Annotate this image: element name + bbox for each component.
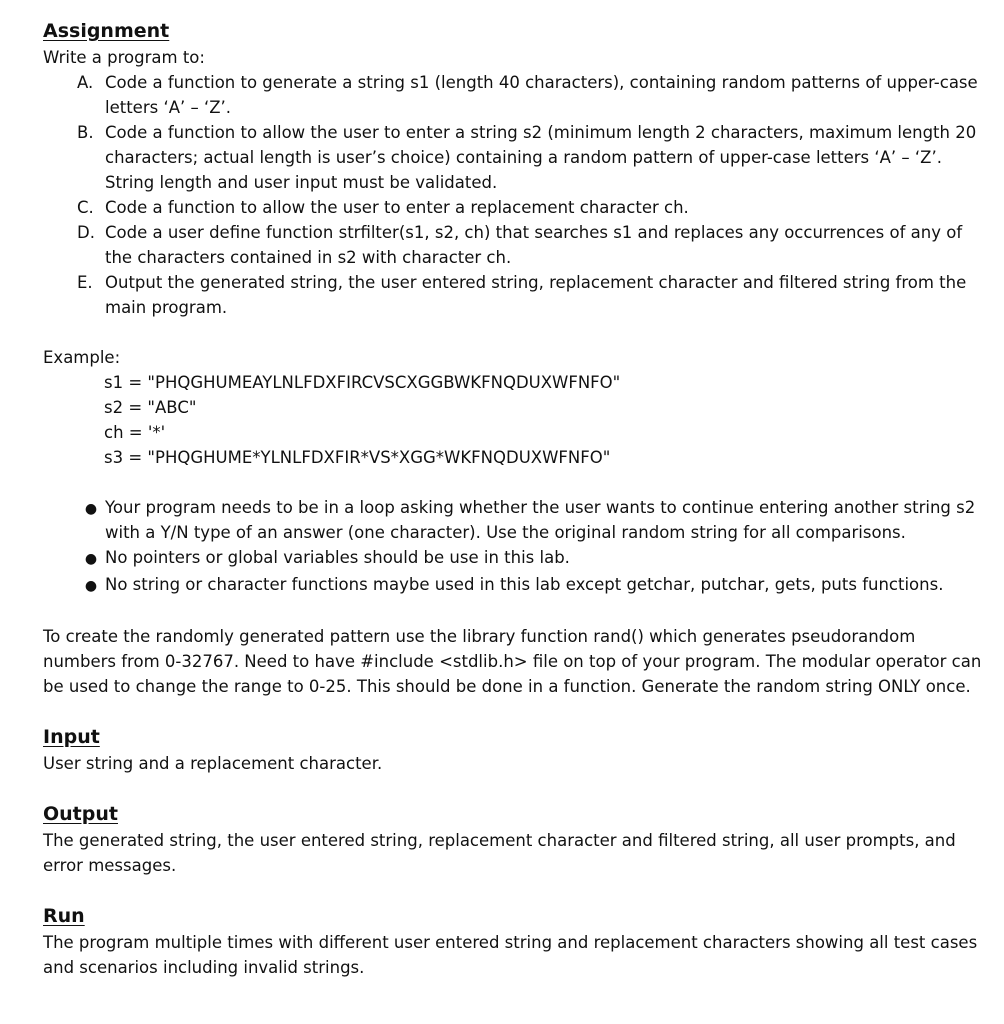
list-item <box>43 545 988 572</box>
list-marker: C. <box>77 198 94 217</box>
assignment-heading: Assignment <box>43 20 170 42</box>
requirements-list <box>43 70 988 320</box>
assignment-document <box>43 18 988 980</box>
list-item <box>43 195 988 220</box>
list-item <box>43 120 988 195</box>
output-text: The generated string, the user entered string, replacement character and filtered string, all user prompts, and error messages. <box>43 831 956 875</box>
example-label: Example: <box>43 348 121 367</box>
list-marker: D. <box>77 223 95 242</box>
example-line: s1 = "PHQGHUMEAYLNLFDXFIRCVSCXGGBWKFNQDUXWFNFO" <box>104 373 621 392</box>
example-lines <box>104 370 988 470</box>
output-heading: Output <box>43 803 118 825</box>
list-item <box>43 70 988 120</box>
input-text: User string and a replacement character. <box>43 754 383 773</box>
example-line: s2 = "ABC" <box>104 398 197 417</box>
example-line: s3 = "PHQGHUME*YLNLFDXFIR*VS*XGG*WKFNQDUXWFNFO" <box>104 448 611 467</box>
list-item-text: Code a function to allow the user to enter a replacement character ch. <box>105 198 689 217</box>
list-item-text: Code a function to generate a string s1 (length 40 characters), containing random patterns of upper-case letters ‘A’ – ‘Z’. <box>105 73 978 117</box>
list-item <box>43 495 988 545</box>
example-block <box>43 345 988 470</box>
list-item <box>43 270 988 320</box>
bullet-icon: ● <box>84 501 98 517</box>
input-heading: Input <box>43 726 100 748</box>
random-generation-note: To create the randomly generated pattern use the library function rand() which generates pseudorandom numbers from 0-32767. Need to have #include <stdlib.h> file on top of your program. The modular operator can be used to change the range to 0-25. This should be done in a function. Generate the random string ONLY once. <box>43 627 982 696</box>
list-item-text: Output the generated string, the user entered string, replacement character and filtered string from the main program. <box>105 273 967 317</box>
list-item-text: Code a user define function strfilter(s1, s2, ch) that searches s1 and replaces any occurrences of any of the characters contained in s2 with character ch. <box>105 223 963 267</box>
run-text: The program multiple times with different user entered string and replacement characters showing all test cases and scenarios including invalid strings. <box>43 933 978 977</box>
bullet-icon: ● <box>84 551 98 567</box>
rules-bullet-list <box>43 495 988 599</box>
bullet-icon: ● <box>84 578 98 594</box>
example-line: ch = '*' <box>104 423 166 442</box>
run-heading: Run <box>43 905 85 927</box>
bullet-text: No string or character functions maybe used in this lab except getchar, putchar, gets, puts functions. <box>105 575 944 594</box>
list-marker: A. <box>77 73 94 92</box>
bullet-text: Your program needs to be in a loop asking whether the user wants to continue entering another string s2 with a Y/N type of an answer (one character). Use the original random string for all comparisons. <box>105 498 976 542</box>
assignment-intro: Write a program to: <box>43 48 205 67</box>
list-marker: B. <box>77 123 94 142</box>
list-item-text: Code a function to allow the user to enter a string s2 (minimum length 2 characters, maximum length 20 characters; actual length is user’s choice) containing a random pattern of upper-case letters ‘A’ – ‘Z’. String length and user input must be validated. <box>105 123 977 192</box>
list-item <box>43 572 988 599</box>
list-item <box>43 220 988 270</box>
bullet-text: No pointers or global variables should be use in this lab. <box>105 548 570 567</box>
list-marker: E. <box>77 273 93 292</box>
